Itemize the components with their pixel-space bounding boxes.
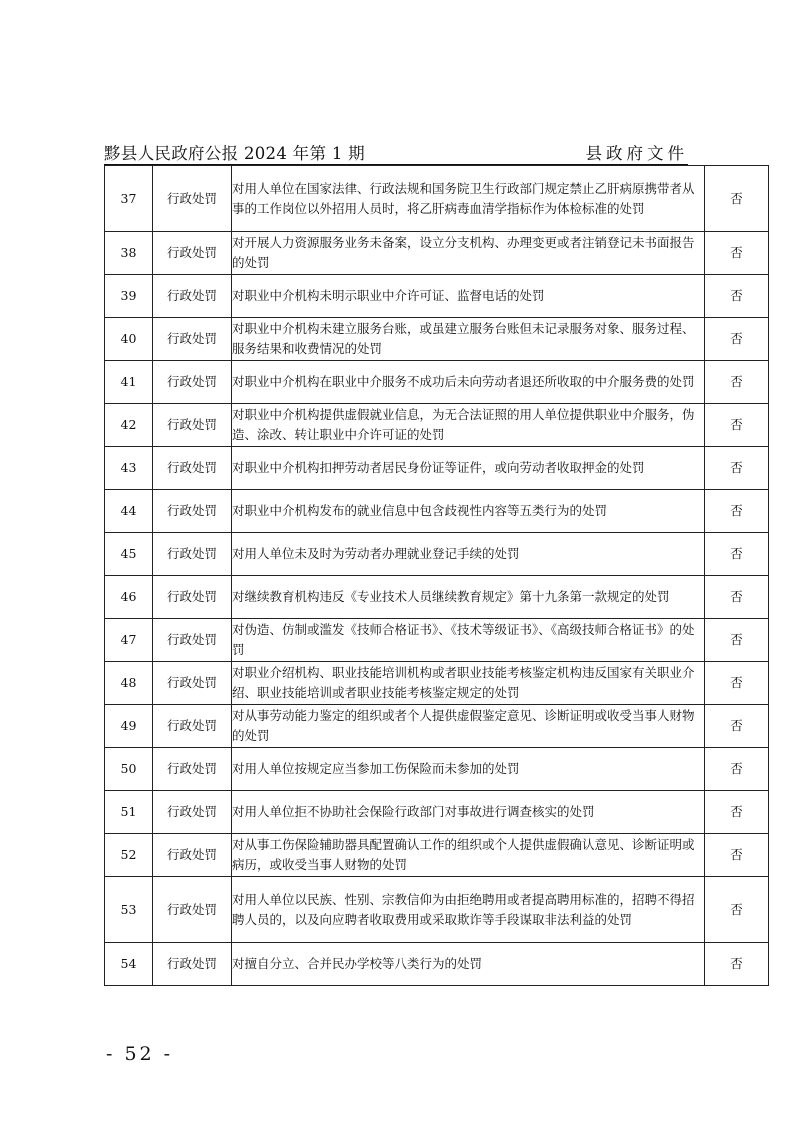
penalty-type: 行政处罚 — [153, 662, 232, 705]
penalty-type: 行政处罚 — [153, 748, 232, 791]
applicability-flag: 否 — [705, 490, 769, 533]
table-row — [105, 576, 769, 619]
row-number: 46 — [105, 576, 153, 619]
table-row — [105, 361, 769, 404]
penalty-type: 行政处罚 — [153, 943, 232, 986]
penalty-type: 行政处罚 — [153, 232, 232, 275]
applicability-flag: 否 — [705, 404, 769, 447]
table-row — [105, 232, 769, 275]
table-row — [105, 834, 769, 877]
penalty-type: 行政处罚 — [153, 447, 232, 490]
penalty-table — [104, 165, 769, 986]
penalty-description: 对用人单位拒不协助社会保险行政部门对事故进行调查核实的处罚 — [232, 791, 705, 834]
penalty-description: 对从事工伤保险辅助器具配置确认工作的组织或个人提供虚假确认意见、诊断证明或病历，或收受当事人财物的处罚 — [232, 834, 705, 877]
table-row — [105, 166, 769, 232]
applicability-flag: 否 — [705, 166, 769, 232]
row-number: 48 — [105, 662, 153, 705]
row-number: 38 — [105, 232, 153, 275]
row-number: 40 — [105, 318, 153, 361]
penalty-description: 对职业中介机构提供虚假就业信息，为无合法证照的用人单位提供职业中介服务，伪造、涂改、转让职业中介许可证的处罚 — [232, 404, 705, 447]
table-row — [105, 877, 769, 943]
penalty-type: 行政处罚 — [153, 166, 232, 232]
penalty-description: 对用人单位在国家法律、行政法规和国务院卫生行政部门规定禁止乙肝病原携带者从事的工作岗位以外招用人员时，将乙肝病毒血清学指标作为体检标准的处罚 — [232, 166, 705, 232]
penalty-description: 对职业中介机构发布的就业信息中包含歧视性内容等五类行为的处罚 — [232, 490, 705, 533]
table-row — [105, 447, 769, 490]
penalty-type: 行政处罚 — [153, 877, 232, 943]
penalty-type: 行政处罚 — [153, 275, 232, 318]
table-row — [105, 275, 769, 318]
table-row — [105, 619, 769, 662]
penalty-description: 对开展人力资源服务业务未备案，设立分支机构、办理变更或者注销登记未书面报告的处罚 — [232, 232, 705, 275]
table-row — [105, 662, 769, 705]
penalty-description: 对职业中介机构未建立服务台账，或虽建立服务台账但未记录服务对象、服务过程、服务结果和收费情况的处罚 — [232, 318, 705, 361]
penalty-description: 对职业中介机构扣押劳动者居民身份证等证件，或向劳动者收取押金的处罚 — [232, 447, 705, 490]
document-category: 县政府文件 — [585, 144, 688, 163]
penalty-description: 对职业中介机构未明示职业中介许可证、监督电话的处罚 — [232, 275, 705, 318]
row-number: 53 — [105, 877, 153, 943]
penalty-description: 对从事劳动能力鉴定的组织或者个人提供虚假鉴定意见、诊断证明或收受当事人财物的处罚 — [232, 705, 705, 748]
applicability-flag: 否 — [705, 232, 769, 275]
penalty-type: 行政处罚 — [153, 705, 232, 748]
penalty-type: 行政处罚 — [153, 361, 232, 404]
applicability-flag: 否 — [705, 877, 769, 943]
penalty-table-body — [105, 166, 769, 986]
table-row — [105, 943, 769, 986]
penalty-description: 对伪造、仿制或滥发《技师合格证书》、《技术等级证书》、《高级技师合格证书》的处罚 — [232, 619, 705, 662]
applicability-flag: 否 — [705, 943, 769, 986]
table-row — [105, 791, 769, 834]
applicability-flag: 否 — [705, 533, 769, 576]
row-number: 54 — [105, 943, 153, 986]
penalty-type: 行政处罚 — [153, 576, 232, 619]
row-number: 41 — [105, 361, 153, 404]
row-number: 43 — [105, 447, 153, 490]
applicability-flag: 否 — [705, 705, 769, 748]
penalty-description: 对用人单位按规定应当参加工伤保险而未参加的处罚 — [232, 748, 705, 791]
penalty-description: 对职业中介机构在职业中介服务不成功后未向劳动者退还所收取的中介服务费的处罚 — [232, 361, 705, 404]
table-row — [105, 490, 769, 533]
applicability-flag: 否 — [705, 834, 769, 877]
row-number: 49 — [105, 705, 153, 748]
row-number: 50 — [105, 748, 153, 791]
applicability-flag: 否 — [705, 748, 769, 791]
penalty-type: 行政处罚 — [153, 533, 232, 576]
applicability-flag: 否 — [705, 361, 769, 404]
table-row — [105, 404, 769, 447]
penalty-description: 对用人单位以民族、性别、宗教信仰为由拒绝聘用或者提高聘用标准的，招聘不得招聘人员的，以及向应聘者收取费用或采取欺诈等手段谋取非法利益的处罚 — [232, 877, 705, 943]
row-number: 45 — [105, 533, 153, 576]
table-row — [105, 748, 769, 791]
penalty-description: 对擅自分立、合并民办学校等八类行为的处罚 — [232, 943, 705, 986]
row-number: 42 — [105, 404, 153, 447]
penalty-type: 行政处罚 — [153, 791, 232, 834]
penalty-type: 行政处罚 — [153, 490, 232, 533]
applicability-flag: 否 — [705, 662, 769, 705]
penalty-description: 对职业介绍机构、职业技能培训机构或者职业技能考核鉴定机构违反国家有关职业介绍、职业技能培训或者职业技能考核鉴定规定的处罚 — [232, 662, 705, 705]
penalty-type: 行政处罚 — [153, 619, 232, 662]
table-row — [105, 705, 769, 748]
row-number: 52 — [105, 834, 153, 877]
page-number: - 52 - — [106, 1043, 174, 1065]
applicability-flag: 否 — [705, 318, 769, 361]
penalty-type: 行政处罚 — [153, 318, 232, 361]
applicability-flag: 否 — [705, 791, 769, 834]
penalty-type: 行政处罚 — [153, 834, 232, 877]
page-header — [104, 139, 688, 165]
applicability-flag: 否 — [705, 275, 769, 318]
row-number: 44 — [105, 490, 153, 533]
row-number: 37 — [105, 166, 153, 232]
row-number: 51 — [105, 791, 153, 834]
row-number: 47 — [105, 619, 153, 662]
applicability-flag: 否 — [705, 576, 769, 619]
penalty-description: 对继续教育机构违反《专业技术人员继续教育规定》第十九条第一款规定的处罚 — [232, 576, 705, 619]
bulletin-title: 黟县人民政府公报 2024 年第 1 期 — [104, 144, 365, 163]
penalty-description: 对用人单位未及时为劳动者办理就业登记手续的处罚 — [232, 533, 705, 576]
penalty-type: 行政处罚 — [153, 404, 232, 447]
applicability-flag: 否 — [705, 619, 769, 662]
applicability-flag: 否 — [705, 447, 769, 490]
table-row — [105, 533, 769, 576]
row-number: 39 — [105, 275, 153, 318]
table-row — [105, 318, 769, 361]
